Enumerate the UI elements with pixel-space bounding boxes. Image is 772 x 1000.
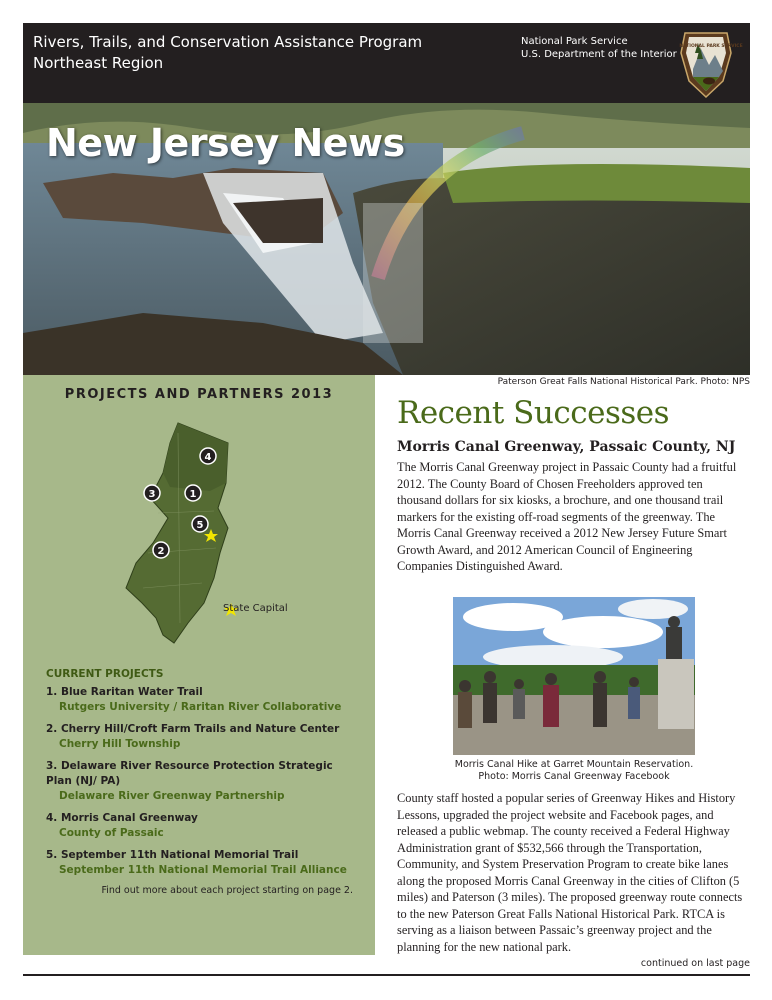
more-info-note: Find out more about each project starting on page 2.	[101, 885, 353, 896]
article-paragraph-2: County staff hosted a popular series of Greenway Hikes and History Lessons, upgraded the project website and Facebook pages, and released a public webmap. The county received a Federal Highway Administration grant of $532,566 through the Transportation, Community, and System Preservation Program to create bike lanes along the proposed Morris Canal Greenway in the cities of Clifton (5 miles) and Paterson (3 miles). The proposed greenway route connects to the new Paterson Great Falls National Historical Park. RTCA is serving as a liaison between Passaic’s greenway project and the planning for the new national park.	[397, 791, 743, 954]
svg-text:1: 1	[189, 489, 197, 500]
main-article	[397, 395, 749, 575]
capital-legend-label: State Capital	[223, 603, 288, 614]
project-title: 2. Cherry Hill/Croft Farm Trails and Nature Center	[46, 723, 340, 735]
project-partner: Rutgers University / Raritan River Collaborative	[59, 701, 342, 713]
program-name	[33, 32, 422, 74]
list-item	[46, 759, 356, 804]
svg-text:5: 5	[196, 520, 204, 531]
list-item	[46, 722, 356, 752]
map-marker-1	[185, 485, 201, 501]
newsletter-title: New Jersey News	[46, 121, 405, 165]
program-line2: Northeast Region	[33, 54, 164, 72]
program-line1: Rivers, Trails, and Conservation Assistance Program	[33, 33, 423, 51]
map-marker-3	[144, 485, 160, 501]
masthead	[23, 23, 750, 103]
list-item	[46, 685, 356, 715]
hero-photo	[23, 103, 750, 375]
article-continued	[397, 790, 749, 955]
hike-photo	[453, 597, 695, 755]
agency-line1: National Park Service	[521, 36, 628, 47]
project-partner: Cherry Hill Township	[59, 738, 181, 750]
new-jersey-map	[118, 413, 338, 653]
svg-text:2: 2	[157, 546, 165, 557]
photo-caption-line1: Morris Canal Hike at Garret Mountain Reservation.	[454, 759, 694, 770]
svg-text:4: 4	[204, 452, 212, 463]
nps-arrowhead-logo	[679, 29, 743, 99]
agency-name	[521, 35, 677, 61]
project-partner: Delaware River Greenway Partnership	[59, 790, 285, 802]
section-heading: Recent Successes	[397, 395, 670, 431]
article-paragraph-1: The Morris Canal Greenway project in Passaic County had a fruitful 2012. The County Board of Chosen Freeholders approved ten thousand dollars for six kiosks, a brochure, and one thousand trail markers for the existing off-road segments of the greenway. The Morris Canal Greenway received a 2012 New Jersey Future Smart Growth Award, and 2012 American Council of Engineering Companies Distinguished Award.	[397, 460, 737, 573]
project-title: 3. Delaware River Resource Protection Strategic Plan (NJ/ PA)	[46, 760, 333, 787]
list-item	[46, 848, 356, 878]
hero-caption: Paterson Great Falls National Historical Park. Photo: NPS	[497, 377, 750, 387]
map-marker-5	[192, 516, 208, 532]
continued-note: continued on last page	[640, 958, 750, 969]
current-projects-label: CURRENT PROJECTS	[46, 668, 164, 680]
project-title: 5. September 11th National Memorial Trail	[46, 849, 299, 861]
map-marker-4	[200, 448, 216, 464]
footer-rule	[23, 974, 750, 976]
map-marker-2	[153, 542, 169, 558]
project-title: 1. Blue Raritan Water Trail	[46, 686, 203, 698]
sidebar-heading: PROJECTS AND PARTNERS 2013	[64, 387, 334, 402]
photo-caption	[430, 759, 718, 783]
list-item	[46, 811, 356, 841]
article-subheading: Morris Canal Greenway, Passaic County, NJ	[397, 439, 736, 455]
photo-caption-line2: Photo: Morris Canal Greenway Facebook	[478, 771, 670, 782]
project-partner: County of Passaic	[59, 827, 164, 839]
projects-list	[46, 685, 356, 885]
projects-sidebar	[23, 375, 375, 955]
agency-line2: U.S. Department of the Interior	[521, 49, 677, 60]
project-title: 4. Morris Canal Greenway	[46, 812, 198, 824]
project-partner: September 11th National Memorial Trail Alliance	[59, 864, 347, 876]
svg-text:3: 3	[148, 489, 156, 500]
svg-text:NATIONAL PARK SERVICE: NATIONAL PARK SERVICE	[679, 44, 743, 49]
